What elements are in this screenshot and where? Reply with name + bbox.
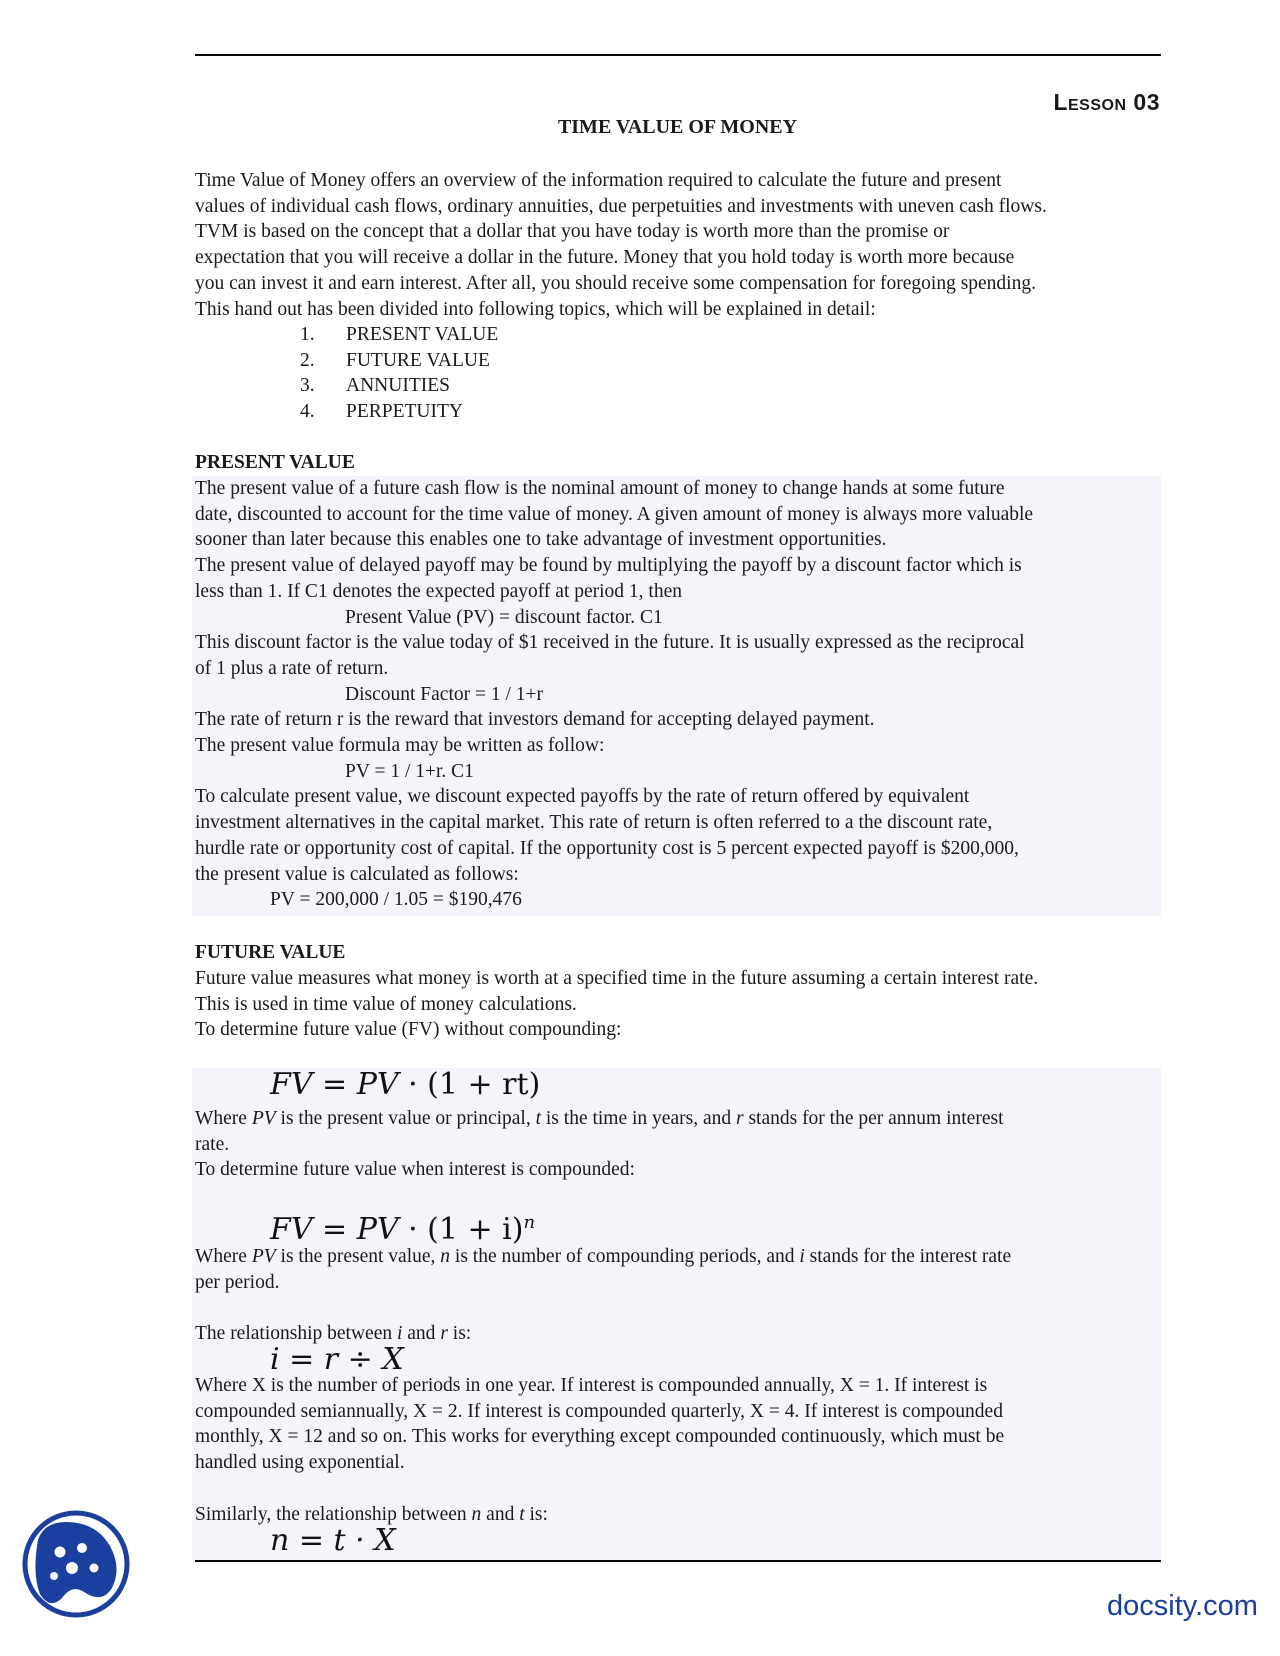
lesson-number: Lesson 03: [1053, 89, 1160, 115]
where-simple-text: Where PV is the present value or principal, t is the time in years, and r stands for the per annum interest rate. To determine future value when interest is compounded:: [195, 1108, 1004, 1181]
relationship-ir-text: The relationship between i and r is:: [195, 1323, 472, 1344]
formula-fv-simple: FV = PV · (1 + rt): [270, 1067, 541, 1102]
page-title: TIME VALUE OF MONEY: [557, 116, 798, 138]
list-item: 1. PRESENT VALUE: [300, 324, 499, 345]
formula-i-r: i = r ÷ X: [270, 1342, 404, 1377]
list-item: 2. FUTURE VALUE: [300, 349, 490, 371]
where-compound-text: Where PV is the present value, n is the number of compounding periods, and i stands for the interest rate per period.: [195, 1246, 1012, 1293]
future-value-heading: FUTURE VALUE: [195, 942, 346, 963]
formula-n-t: n = t · X: [270, 1523, 396, 1558]
topic-list: [300, 322, 498, 425]
relationship-nt-text: Similarly, the relationship between n and t is:: [195, 1504, 548, 1525]
where-x-text: Where X is the number of periods in one year. If interest is compounded annually, X = 1. If interest is compounded semiannually, X = 2. If interest is compounded quarterly, X = 4. If interest is compounded monthly, X = 12 and so on. This works for everything except compounded continuously, which must be handled using exponential.: [195, 1375, 1005, 1474]
list-item: 4. PERPETUITY: [300, 401, 463, 423]
docsity-logo-icon[interactable]: [22, 1510, 130, 1618]
present-value-body: The present value of a future cash flow is the nominal amount of money to change hands at some future date, discounted to account for the time value of money. A given amount of money is always more valuable sooner than later because this enables one to take advantage of investment opportunities. The present value of delayed payoff may be found by multiplying the payoff by a discount factor which is less than 1. If C1 denotes the expected payoff at period 1, then Present Value (PV) = discount factor. C1 This discount factor is the value today of $1 received in the future. It is usually expressed as the reciprocal of 1 plus a rate of return. Discount Factor = 1 / 1+r The rate of return r is the reward that investors demand for accepting delayed payment. The present value formula may be written as follow: PV = 1 / 1+r. C1 To calculate present value, we discount expected payoffs by the rate of return offered by equivalent investment alternatives in the capital market. This rate of return is often referred to a the discount rate, hurdle rate or opportunity cost of capital. If the opportunity cost is 5 percent expected payoff is $200,000, the present value is calculated as follows: PV = 200,000 / 1.05 = $190,476: [195, 478, 1034, 911]
present-value-heading: PRESENT VALUE: [195, 452, 355, 473]
bottom-rule: [195, 1560, 1161, 1562]
formula-fv-compound: FV = PV · $(1 + i)^n$: [270, 1212, 536, 1247]
list-item: 3. ANNUITIES: [300, 375, 450, 397]
intro-paragraph: Time Value of Money offers an overview of the information required to calculate the future and present values of individual cash flows, ordinary annuities, due perpetuities and investments with uneven cash flows. TVM is based on the concept that a dollar that you have today is worth more than the promise or expectation that you will receive a dollar in the future. Money that you hold today is worth more because you can invest it and earn interest. After all, you should receive some compensation for foregoing spending. This hand out has been divided into following topics, which will be explained in detail:: [195, 170, 1047, 320]
top-rule: [195, 54, 1161, 56]
docsity-brand-link[interactable]: docsity.com: [1107, 1590, 1258, 1622]
future-value-intro: Future value measures what money is worth at a specified time in the future assuming a certain interest rate. This is used in time value of money calculations. To determine future value (FV) without compounding:: [195, 968, 1039, 1041]
